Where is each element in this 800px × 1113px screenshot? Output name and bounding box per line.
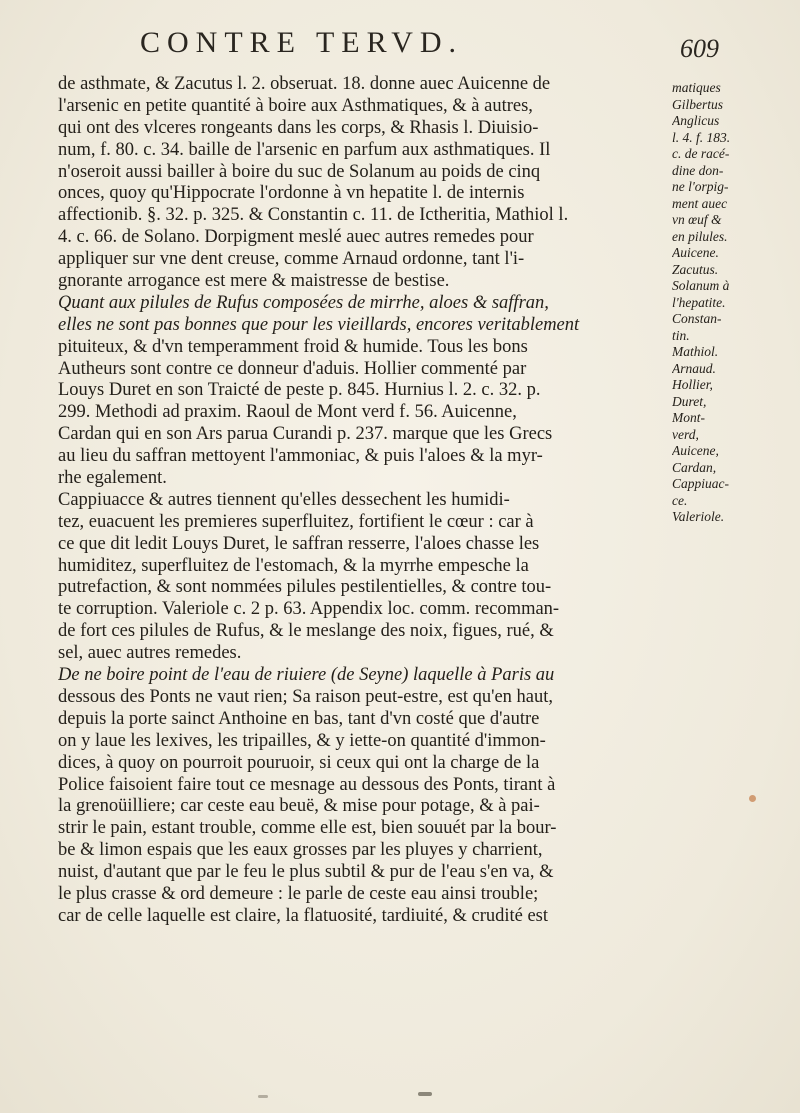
text-line: depuis la porte sainct Anthoine en bas, tant d'vn costé que d'autre <box>58 708 540 729</box>
text-line: affectionib. §. 32. p. 325. & Constantin c. 11. de Ictheritia, Mathiol l. <box>58 205 569 226</box>
margin-note: tin. <box>672 327 690 343</box>
margin-note: Valeriole. <box>672 509 725 524</box>
text-line: num, f. 80. c. 34. baille de l'arsenic en parfum aux asthmatiques. Il <box>58 139 551 160</box>
text-line: 299. Methodi ad praxim. Raoul de Mont verd f. 56. Auicenne, <box>58 402 517 423</box>
margin-note: en pilules. <box>672 228 728 244</box>
ink-speck <box>418 1092 432 1096</box>
margin-note: Cardan, <box>672 459 717 475</box>
text-line: rhe egalement. <box>58 468 167 489</box>
italic-text-line: Quant aux pilules de Rufus composées de mirrhe, aloes & saffran, <box>58 292 549 313</box>
margin-note: ne l'orpig- <box>672 179 729 194</box>
margin-note: Solanum à <box>672 278 730 293</box>
text-line: appliquer sur vne dent creuse, comme Arnaud ordonne, tant l'i- <box>58 249 525 270</box>
text-line: strir le pain, estant trouble, comme elle est, bien souuét par la bour- <box>58 818 557 839</box>
margin-note: Cappiuac- <box>672 476 729 491</box>
text-line: te corruption. Valeriole c. 2 p. 63. Appendix loc. comm. recomman- <box>58 599 560 620</box>
text-line: au lieu du saffran mettoyent l'ammoniac, & puis l'aloes & la myr- <box>58 446 543 467</box>
margin-note: dine don- <box>672 162 724 178</box>
margin-note: Constan- <box>672 311 722 326</box>
margin-note: Arnaud. <box>672 360 716 376</box>
text-line: Louys Duret en son Traicté de peste p. 845. Hurnius l. 2. c. 32. p. <box>58 380 541 401</box>
text-line: la grenoüilliere; car ceste eau beuë, & mise pour potage, & à pai- <box>58 796 540 817</box>
text-line: tez, euacuent les premieres superfluitez, fortifient le cœur : car à <box>58 511 534 532</box>
text-line: Cappiuacce & autres tiennent qu'elles dessechent les humidi- <box>58 489 510 510</box>
margin-note: ment auec <box>672 195 728 211</box>
margin-note: l. 4. f. 183. <box>672 129 731 145</box>
text-line: de fort ces pilules de Rufus, & le meslange des noix, figues, rué, & <box>58 621 554 642</box>
margin-note: Auicene, <box>672 443 719 458</box>
text-line: sel, auec autres remedes. <box>58 643 242 664</box>
text-line: le plus crasse & ord demeure : le parle de ceste eau ainsi trouble; <box>58 883 539 904</box>
text-line: Police faisoient faire tout ce mesnage au dessous des Ponts, tirant à <box>58 774 556 795</box>
text-line: gnorante arrogance est mere & maistresse de bestise. <box>58 271 450 292</box>
text-line: nuist, d'autant que par le feu le plus subtil & pur de l'eau s'en va, & <box>58 862 554 883</box>
text-line: on y laue les lexives, les tripailles, & y iette-on quantité d'immon- <box>58 730 546 751</box>
margin-note: c. de racé- <box>672 146 730 161</box>
text-line: pituiteux, & d'vn temperamment froid & humide. Tous les bons <box>58 336 528 357</box>
text-line: de asthmate, & Zacutus l. 2. obseruat. 18. donne auec Auicenne de <box>58 74 551 94</box>
text-line: ce que dit ledit Louys Duret, le saffran resserre, l'aloes chasse les <box>58 533 540 554</box>
margin-note: Auicene. <box>672 245 719 260</box>
page-number: 609 <box>680 34 719 63</box>
margin-note: Hollier, <box>672 377 713 392</box>
margin-note: Duret, <box>672 393 707 409</box>
text-line: onces, quoy qu'Hippocrate l'ordonne à vn hepatite l. de internis <box>58 183 525 204</box>
margin-note: Zacutus. <box>672 261 719 277</box>
margin-note: vn œuf & <box>672 212 722 227</box>
margin-note: l'hepatite. <box>672 294 726 310</box>
margin-note: ce. <box>672 492 688 508</box>
text-line: Autheurs sont contre ce donneur d'aduis. Hollier commenté par <box>58 358 527 379</box>
running-title: CONTRE TERVD. <box>140 26 464 59</box>
margin-note: Anglicus <box>672 113 720 128</box>
text-line: 4. c. 66. de Solano. Dorpigment meslé auec autres remedes pour <box>58 227 534 248</box>
text-line: be & limon espais que les eaux grosses par les pluyes y charrient, <box>58 840 543 861</box>
text-line: humiditez, superfluitez de l'estomach, & la myrrhe empesche la <box>58 555 529 576</box>
ink-spot <box>749 795 756 802</box>
italic-text-line: elles ne sont pas bonnes que pour les vieillards, encores veritablement <box>58 314 580 335</box>
margin-note: Mont- <box>672 410 705 425</box>
text-line: l'arsenic en petite quantité à boire aux Asthmatiques, & à autres, <box>58 95 533 116</box>
text-line: putrefaction, & sont nommées pilules pestilentielles, & contre tou- <box>58 577 552 598</box>
margin-note: Mathiol. <box>672 344 719 359</box>
body-text <box>58 74 668 928</box>
text-line: n'oseroit aussi bailler à boire du suc de Solanum au poids de cinq <box>58 161 541 182</box>
text-line: qui ont des vlceres rongeants dans les corps, & Rhasis l. Diuisio- <box>58 117 539 138</box>
italic-text-line: De ne boire point de l'eau de riuiere (de Seyne) laquelle à Paris au <box>58 665 555 686</box>
text-line: dessous des Ponts ne vaut rien; Sa raison peut-estre, est qu'en haut, <box>58 686 554 707</box>
text-line: Cardan qui en son Ars parua Curandi p. 237. marque que les Grecs <box>58 424 553 445</box>
text-line: dices, à quoy on pourroit pouruoir, si ceux qui ont la charge de la <box>58 752 540 773</box>
text-line: car de celle laquelle est claire, la flatuosité, tardiuité, & crudité est <box>58 905 549 926</box>
margin-note: matiques <box>672 80 721 95</box>
margin-note: verd, <box>672 426 699 442</box>
margin-note: Gilbertus <box>672 96 724 112</box>
margin-notes <box>672 80 792 526</box>
ink-speck <box>258 1095 268 1098</box>
